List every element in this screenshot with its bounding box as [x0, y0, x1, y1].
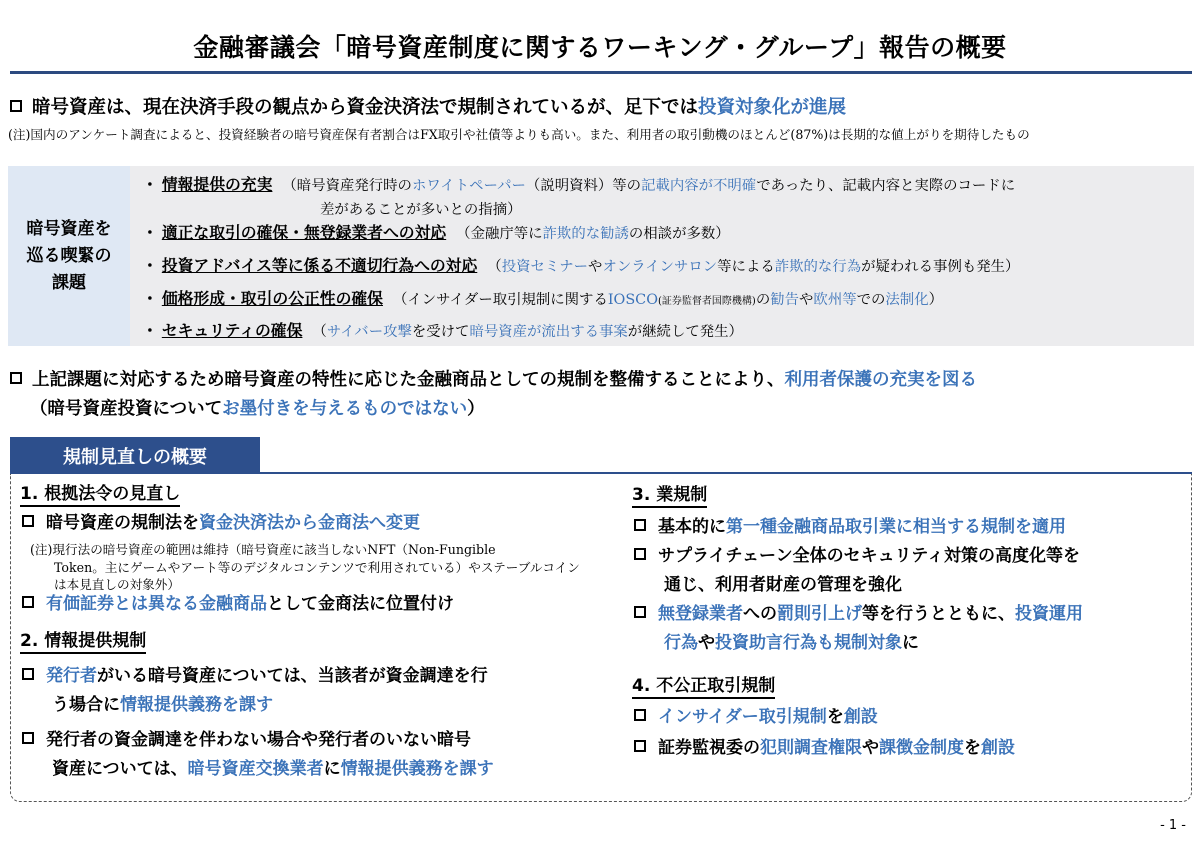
page-title: 金融審議会「暗号資産制度に関するワーキング・グループ」報告の概要 [193, 33, 1007, 62]
checkbox-square-icon [634, 740, 646, 752]
policy-note [30, 395, 485, 420]
issue-bullet: ・ [142, 223, 158, 242]
item-highlight: 情報提供義務を課す [340, 759, 494, 779]
checkbox-square-icon [22, 732, 34, 744]
issue-highlight: ホワイトペーパー [411, 178, 526, 194]
issues-label-line: 暗号資産を [26, 218, 112, 239]
item-text: う場合に [52, 695, 120, 715]
issue-text: が疑われる事例も発生） [861, 259, 1020, 275]
item-highlight: 暗号資産交換業者 [187, 759, 324, 779]
issue-text: （ [487, 259, 502, 275]
checkbox-square-icon [22, 668, 34, 680]
item-highlight: インサイダー取引規制 [658, 707, 827, 727]
issue-heading: 価格形成・取引の公正性の確保 [161, 289, 383, 308]
policy-text: 上記課題に対応するため暗号資産の特性に応じた金融商品としての規制を整備することにより、 [32, 370, 785, 390]
issue-highlight: 勧告 [770, 292, 800, 308]
issue-heading: 適正な取引の確保・無登録業者への対応 [161, 223, 447, 242]
item-highlight: 投資運用 [1015, 604, 1083, 624]
item-highlight: 行為 [664, 633, 698, 653]
section-2-title: 2. 情報提供規制 [20, 630, 146, 654]
item-text: や [698, 633, 715, 653]
list-item-continued [52, 755, 494, 784]
list-item-continued [52, 691, 273, 720]
list-item [22, 590, 454, 619]
issue-text: であったり、記載内容と実際のコードに [756, 178, 1016, 194]
issue-text: が継続して発生） [627, 324, 743, 340]
item-text: 基本的に [658, 517, 726, 537]
item-text: として金商法に位置付け [267, 594, 454, 614]
section-1-title: 1. 根拠法令の見直し [20, 483, 180, 507]
intro-statement [10, 93, 846, 119]
item-highlight: 犯則調査権限 [760, 738, 862, 758]
issue-item [142, 172, 1016, 218]
item-text: 発行者の資金調達を伴わない場合や発行者のいない暗号 [46, 730, 471, 750]
issue-text: （金融庁等に [456, 226, 543, 242]
item-text: に [323, 759, 341, 779]
section-1-note [30, 541, 580, 594]
item-highlight: 無登録業者 [658, 604, 743, 624]
item-highlight: 発行者 [46, 666, 97, 686]
policy-statement [10, 366, 977, 391]
list-item [634, 600, 1083, 629]
checkbox-square-icon [634, 709, 646, 721]
issue-text: を受けて [411, 324, 470, 340]
issue-highlight: 投資セミナー [501, 259, 589, 275]
item-text: がいる暗号資産については、当該者が資金調達を行 [97, 666, 488, 686]
list-item [634, 542, 1080, 571]
item-highlight: 創設 [981, 738, 1015, 758]
item-text: を [826, 707, 844, 727]
item-text: を [964, 738, 981, 758]
issue-text: （説明資料）等の [525, 178, 642, 194]
issue-bullet: ・ [142, 289, 158, 308]
checkbox-square-icon [634, 548, 646, 560]
issue-heading: 投資アドバイス等に係る不適切行為への対応 [161, 256, 478, 275]
issue-bullet: ・ [142, 175, 158, 194]
list-item-continued [664, 629, 919, 658]
item-highlight: 有価証券とは異なる金融商品 [46, 594, 267, 614]
issue-heading: セキュリティの確保 [161, 321, 303, 340]
issue-highlight: 記載内容が不明確 [641, 178, 757, 194]
issues-label-line: 課題 [52, 272, 86, 293]
issue-item [142, 318, 743, 341]
issue-text: 等による [717, 259, 775, 275]
issue-text: や [588, 259, 603, 275]
item-highlight: 課徴金制度 [879, 738, 964, 758]
item-highlight: 情報提供義務を課す [120, 695, 273, 715]
checkbox-square-icon [634, 606, 646, 618]
issue-text: の相談が多数） [628, 226, 730, 242]
item-text: 資産については、 [52, 759, 188, 779]
issue-bullet: ・ [142, 321, 158, 340]
note-line: Token。主にゲームやアート等のデジタルコンテンツで利用されている）やステーブルコイン [54, 559, 580, 575]
issue-highlight: オンラインサロン [602, 259, 718, 275]
section-4-title: 4. 不公正取引規制 [632, 675, 775, 699]
issue-text: ） [928, 292, 943, 308]
issue-highlight: 暗号資産が流出する事案 [469, 324, 628, 340]
issue-highlight: サイバー攻撃 [326, 324, 412, 340]
issue-highlight: 法制化 [885, 292, 929, 308]
title-divider [10, 71, 1192, 74]
issue-text: での [856, 292, 886, 308]
policy-highlight: 利用者保護の充実を図る [784, 370, 977, 390]
issue-highlight: 詐欺的な行為 [774, 259, 862, 275]
checkbox-square-icon [10, 100, 22, 112]
issue-text: (証券監督者国際機構) [658, 296, 756, 307]
intro-text: 暗号資産は、現在決済手段の観点から資金決済法で規制されているが、足下では [32, 97, 699, 118]
issue-text: や [799, 292, 814, 308]
item-text: や [862, 738, 879, 758]
issue-highlight: 詐欺的な勧誘 [542, 226, 629, 242]
item-text: に [902, 633, 919, 653]
overview-tab: 規制見直しの概要 [10, 437, 260, 474]
item-text: 通じ、利用者財産の管理を強化 [664, 575, 902, 595]
item-text: 証券監視委の [658, 738, 760, 758]
issue-text: （ [312, 324, 327, 340]
list-item-continued [664, 571, 902, 600]
intro-note: (注)国内のアンケート調査によると、投資経験者の暗号資産保有者割合はFX取引や社債等よりも高い。また、利用者の取引動機のほとんど(87%)は長期的な値上がりを期待したもの [8, 127, 1030, 142]
checkbox-square-icon [10, 372, 22, 384]
intro-highlight: 投資対象化が進展 [698, 97, 847, 118]
policy-note-highlight: お墨付きを与えるものではない [222, 399, 468, 419]
item-highlight: 投資助言行為も規制対象 [715, 633, 902, 653]
issue-item [142, 286, 943, 309]
issue-heading: 情報提供の充実 [161, 175, 273, 194]
list-item [22, 509, 420, 538]
issue-bullet: ・ [142, 256, 158, 275]
issue-text: （暗号資産発行時の [282, 178, 412, 194]
page-number: - 1 - [1160, 818, 1186, 833]
issue-item [142, 253, 1019, 276]
issue-item [142, 220, 730, 243]
list-item [634, 513, 1066, 542]
issue-text: の [755, 292, 771, 308]
item-highlight: 第一種金融商品取引業に相当する規制を適用 [726, 517, 1066, 537]
issues-label [8, 166, 130, 346]
checkbox-square-icon [22, 596, 34, 608]
policy-note-text: （暗号資産投資について [30, 399, 223, 419]
issue-highlight: IOSCO [607, 292, 658, 308]
issue-text: （インサイダー取引規制に関する [392, 292, 608, 308]
item-text: 等を行うとともに、 [862, 604, 1015, 624]
issues-label-line: 巡る喫緊の [26, 245, 112, 266]
issue-highlight: 欧州等 [813, 292, 857, 308]
checkbox-square-icon [22, 515, 34, 527]
item-text: への [743, 604, 777, 624]
item-text: 暗号資産の規制法を [46, 513, 199, 533]
item-highlight: 創設 [843, 707, 878, 727]
section-3-title: 3. 業規制 [632, 484, 707, 508]
list-item [634, 734, 1015, 763]
list-item [634, 703, 878, 732]
list-item [22, 662, 488, 691]
note-line: は本見直しの対象外） [54, 577, 180, 592]
item-text: サプライチェーン全体のセキュリティ対策の高度化等を [658, 546, 1080, 566]
item-highlight: 資金決済法から金商法へ変更 [199, 513, 420, 533]
checkbox-square-icon [634, 519, 646, 531]
issue-text: 差があることが多いとの指摘） [320, 202, 522, 218]
item-highlight: 罰則引上げ [777, 604, 862, 624]
note-line: (注)現行法の暗号資産の範囲は維持（暗号資産に該当しないNFT（Non-Fungible [30, 542, 496, 557]
list-item [22, 726, 471, 755]
policy-note-text: ） [467, 399, 485, 419]
